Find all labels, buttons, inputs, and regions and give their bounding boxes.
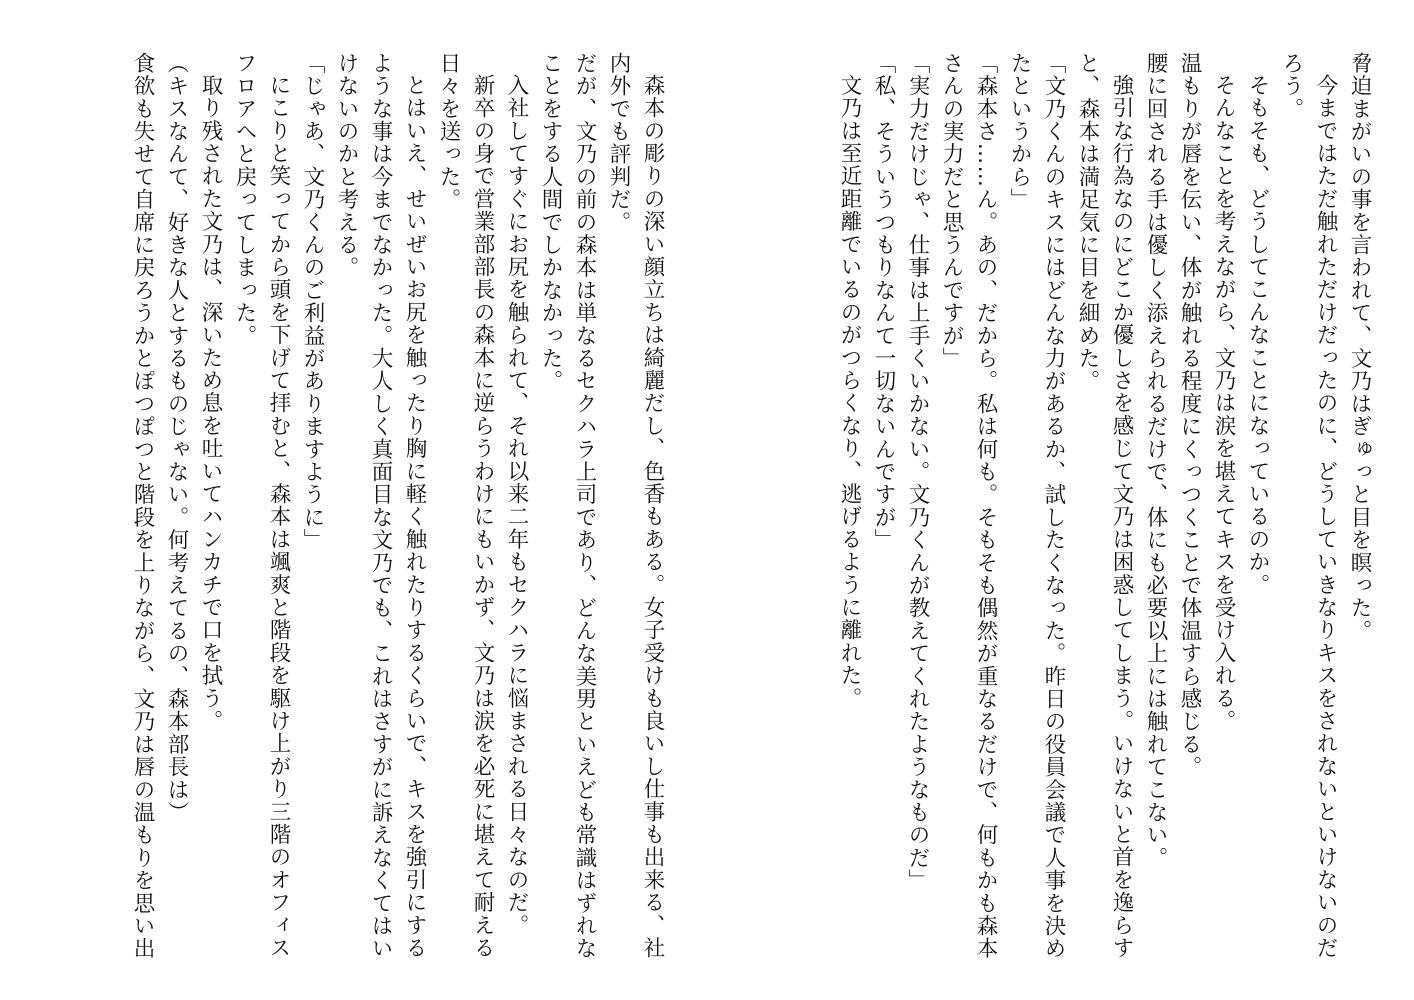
- left-page-text: [49, 52, 669, 972]
- paragraph: 取り残された文乃は、深いため息を吐いてハンカチで口を拭う。: [198, 73, 223, 732]
- dialogue: 「森本さ……ん。あの、だから。私は何も。そもそも偶然が重なるだけで、何もかも森本さんの実力だと思うんですが」: [939, 52, 998, 960]
- paragraph: 新卒の身で営業部部長の森本に逆らうわけにもいかず、文乃は涙を必死に堪えて耐える日々を送った。: [436, 52, 495, 959]
- paragraph: とはいえ、せいぜいお尻を触ったり胸に軽く触れたりするくらいで、キスを強引にするような事は今までなかった。大人しく真面目な文乃でも、これはさすがに訴えなくてはいけないのかと考える。: [334, 52, 427, 960]
- paragraph: 森本の彫りの深い顔立ちは綺麗だし、色香もある。女子受けも良いし仕事も出来る、社内外でも評判だ。: [606, 52, 665, 959]
- paragraph: 食欲も失せて自席に戻ろうかとぽつぽつと階段を上りながら、文乃は唇の温もりを思い出: [130, 52, 155, 960]
- paragraph: そんなことを考えながら、文乃は涙を堪えてキスを受け入れる。: [1211, 73, 1236, 732]
- paragraph: 文乃は至近距離でいるのがつらくなり、逃げるように離れた。: [837, 73, 862, 710]
- paragraph: 入社してすぐにお尻を触られて、それ以来二年もセクハラに悩まされる日々なのだ。: [504, 73, 529, 937]
- paragraph: だが、文乃の前の森本は単なるセクハラ上司であり、どんな美男といえども常識はずれなことをする人間でしかなかった。: [538, 52, 597, 960]
- paragraph: 腰に回される手は優しく添えられるだけで、体にも必要以上には触れてこない。: [1143, 52, 1168, 870]
- dialogue: 「私、そういうつもりなんて一切ないんですが」: [871, 52, 896, 552]
- paragraph: にこりと笑ってから頭を下げて拝むと、森本は颯爽と階段を駆け上がり三階のオフィスフロアへと戻ってしまった。: [232, 52, 291, 959]
- dialogue: 「文乃くんのキスにはどんな力があるか、試したくなった。昨日の役員会議で人事を決めたというから」: [1007, 52, 1066, 960]
- dialogue: 「じゃあ、文乃くんのご利益がありますように」: [300, 52, 325, 552]
- paragraph: 強引な行為なのにどこか優しさを感じて文乃は困惑してしまう。いけないと首を逸らすと、森本は満足気に目を細めた。: [1075, 52, 1134, 959]
- right-page: [707, 0, 1414, 1000]
- right-page-text: [736, 52, 1376, 972]
- paragraph: 温もりが唇を伝い、体が触れる程度にくっつくことで体温すら感じる。: [1177, 52, 1202, 779]
- paragraph: 脅迫まがいの事を言われて、文乃はぎゅっと目を瞑った。: [1347, 52, 1372, 643]
- dialogue: 「実力だけじゃ、仕事は上手くいかない。文乃くんが教えてくれたようなものだ」: [905, 52, 930, 892]
- paragraph: 今まではただ触れただけだったのに、どうしていきなりキスをされないといけないのだろう。: [1279, 52, 1338, 959]
- paragraph: そもそも、どうしてこんなことになっているのか。: [1245, 73, 1270, 596]
- inner-thought: （キスなんて、好きな人とするものじゃない。何考えてるの、森本部長は）: [164, 52, 189, 824]
